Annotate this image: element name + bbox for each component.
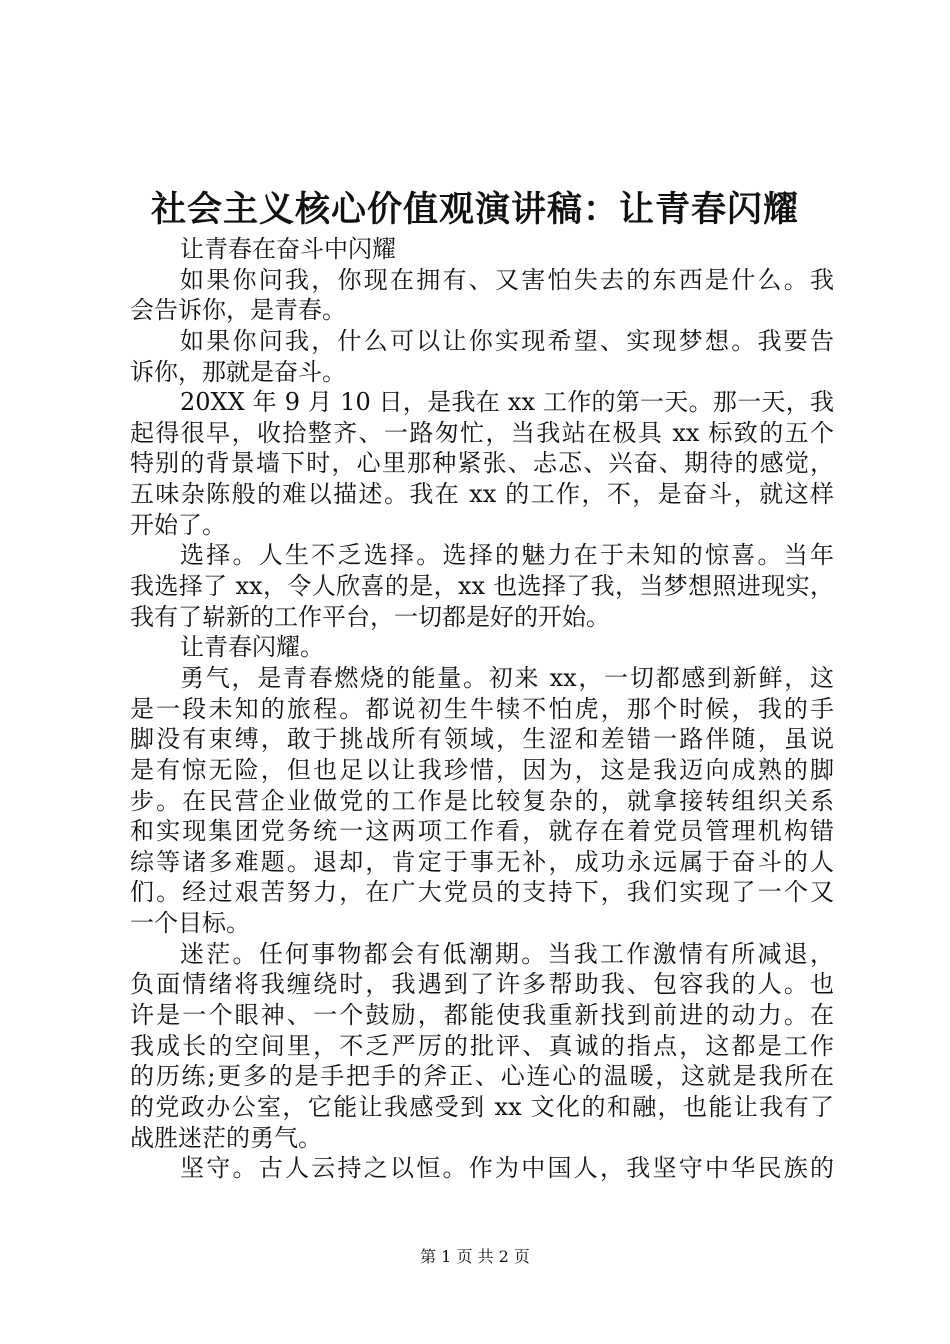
paragraph-line: 综等诸多难题。退却，肯定于事无补，成功永远属于奋斗的人 (130, 847, 834, 876)
document-title: 社会主义核心价值观演讲稿：让青春闪耀 (150, 189, 799, 230)
paragraph-line: 勇气，是青春燃烧的能量。初来 xx，一切都感到新鲜，这 (180, 663, 834, 692)
paragraph-line: 如果你问我，什么可以让你实现希望、实现梦想。我要告 (180, 326, 834, 355)
paragraph-line: 一个目标。 (130, 909, 250, 938)
paragraph-line: 是一段未知的旅程。都说初生牛犊不怕虎，那个时候，我的手 (130, 694, 834, 723)
document-body (130, 234, 834, 1184)
paragraph-line: 我成长的空间里，不乏严厉的批评、真诚的指点，这都是工作 (130, 1031, 834, 1060)
paragraph-line: 步。在民营企业做党的工作是比较复杂的，就拿接转组织关系 (130, 786, 834, 815)
paragraph-line: 们。经过艰苦努力，在广大党员的支持下，我们实现了一个又 (130, 878, 834, 907)
paragraph-line: 选择。人生不乏选择。选择的魅力在于未知的惊喜。当年 (180, 541, 834, 570)
paragraph-line: 特别的背景墙下时，心里那种紧张、忐忑、兴奋、期待的感觉， (130, 449, 834, 478)
paragraph-line: 和实现集团党务统一这两项工作看，就存在着党员管理机构错 (130, 817, 834, 846)
paragraph-line: 让青春在奋斗中闪耀 (180, 235, 396, 263)
paragraph-line: 许是一个眼神、一个鼓励，都能使我重新找到前进的动力。在 (130, 1001, 834, 1030)
paragraph-line: 如果你问我，你现在拥有、又害怕失去的东西是什么。我 (180, 265, 834, 294)
paragraph-line: 负面情绪将我缠绕时，我遇到了许多帮助我、包容我的人。也 (130, 970, 834, 999)
paragraph-line: 起得很早，收拾整齐、一路匆忙，当我站在极具 xx 标致的五个 (130, 418, 834, 447)
paragraph-line: 我选择了 xx，令人欣喜的是，xx 也选择了我，当梦想照进现实， (130, 572, 834, 601)
paragraph-line: 诉你，那就是奋斗。 (130, 357, 346, 386)
paragraph-line: 坚守。古人云持之以恒。作为中国人，我坚守中华民族的 (180, 1154, 834, 1183)
paragraph-line: 的历练;更多的是手把手的斧正、心连心的温暖，这就是我所在 (130, 1062, 834, 1091)
paragraph-line: 让青春闪耀。 (180, 633, 324, 662)
paragraph-line: 的党政办公室，它能让我感受到 xx 文化的和融，也能让我有了 (130, 1092, 834, 1121)
paragraph-line: 迷茫。任何事物都会有低潮期。当我工作激情有所减退， (180, 939, 834, 968)
paragraph-line: 开始了。 (130, 510, 226, 539)
paragraph-line: 脚没有束缚，敢于挑战所有领域，生涩和差错一路伴随，虽说 (130, 725, 834, 754)
paragraph-line: 会告诉你，是青春。 (130, 296, 346, 325)
paragraph-line: 是有惊无险，但也足以让我珍惜，因为，这是我迈向成熟的脚 (130, 755, 834, 784)
paragraph-line: 我有了崭新的工作平台，一切都是好的开始。 (130, 602, 610, 631)
paragraph-line: 五味杂陈般的难以描述。我在 xx 的工作，不，是奋斗，就这样 (130, 480, 834, 509)
paragraph-line: 20XX 年 9 月 10 日，是我在 xx 工作的第一天。那一天，我 (180, 388, 834, 417)
paragraph-line: 战胜迷茫的勇气。 (130, 1123, 322, 1152)
page-number-footer: 第 1 页 共 2 页 (420, 1247, 530, 1266)
